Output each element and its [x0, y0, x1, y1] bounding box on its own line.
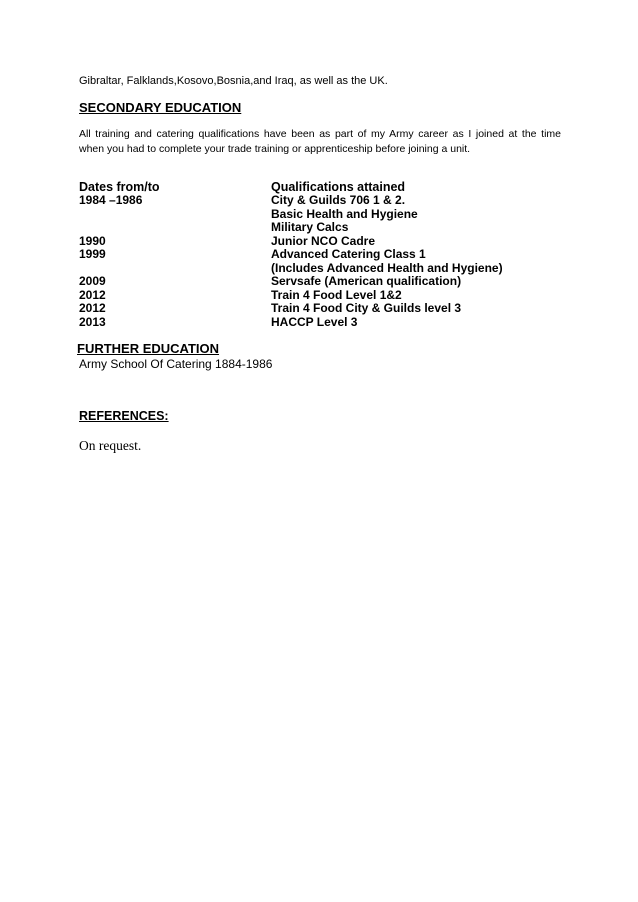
qualification-date: 2012: [79, 287, 106, 302]
secondary-education-heading: SECONDARY EDUCATION: [79, 100, 242, 115]
qualification-name: Junior NCO Cadre: [271, 233, 376, 248]
intro-line: Gibraltar, Falklands,Kosovo,Bosnia,and Iraq, as well as the UK.: [79, 75, 388, 87]
further-education-entry: Army School Of Catering 1884-1986: [79, 357, 273, 371]
qualification-date: 2012: [79, 301, 106, 315]
qualification-name: Advanced Catering Class 1: [271, 247, 426, 261]
further-education-heading: FURTHER EDUCATION: [77, 341, 220, 356]
qualification-date: 2013: [79, 314, 106, 329]
qualification-name: Basic Health and Hygiene: [271, 206, 418, 221]
qualification-name: Train 4 Food City & Guilds level 3: [271, 301, 462, 315]
qualification-name: Servsafe (American qualification): [271, 274, 462, 288]
dates-column-header: Dates from/to: [79, 180, 160, 194]
secondary-education-paragraph: [79, 127, 561, 157]
qualifications-column-header: Qualifications attained: [271, 180, 406, 194]
references-heading: REFERENCES:: [79, 409, 169, 423]
paragraph-line-1: All training and catering qualifications have been as part of my Army career as I joined at the time: [79, 128, 561, 140]
references-text: On request.: [79, 438, 142, 453]
qualification-date: 1984 –1986: [79, 193, 143, 207]
qualification-name: City & Guilds 706 1 & 2.: [271, 193, 406, 207]
qualification-date: 2009: [79, 274, 106, 288]
qualification-date: 1990: [79, 233, 106, 248]
qualification-date: 1999: [79, 247, 106, 261]
qualification-name: Military Calcs: [271, 220, 349, 234]
qualification-name: (Includes Advanced Health and Hygiene): [271, 260, 503, 275]
qualification-name: Train 4 Food Level 1&2: [271, 287, 402, 302]
qualification-name: HACCP Level 3: [271, 314, 358, 329]
paragraph-line-2: when you had to complete your trade training or apprenticeship before joining a unit.: [79, 143, 471, 155]
